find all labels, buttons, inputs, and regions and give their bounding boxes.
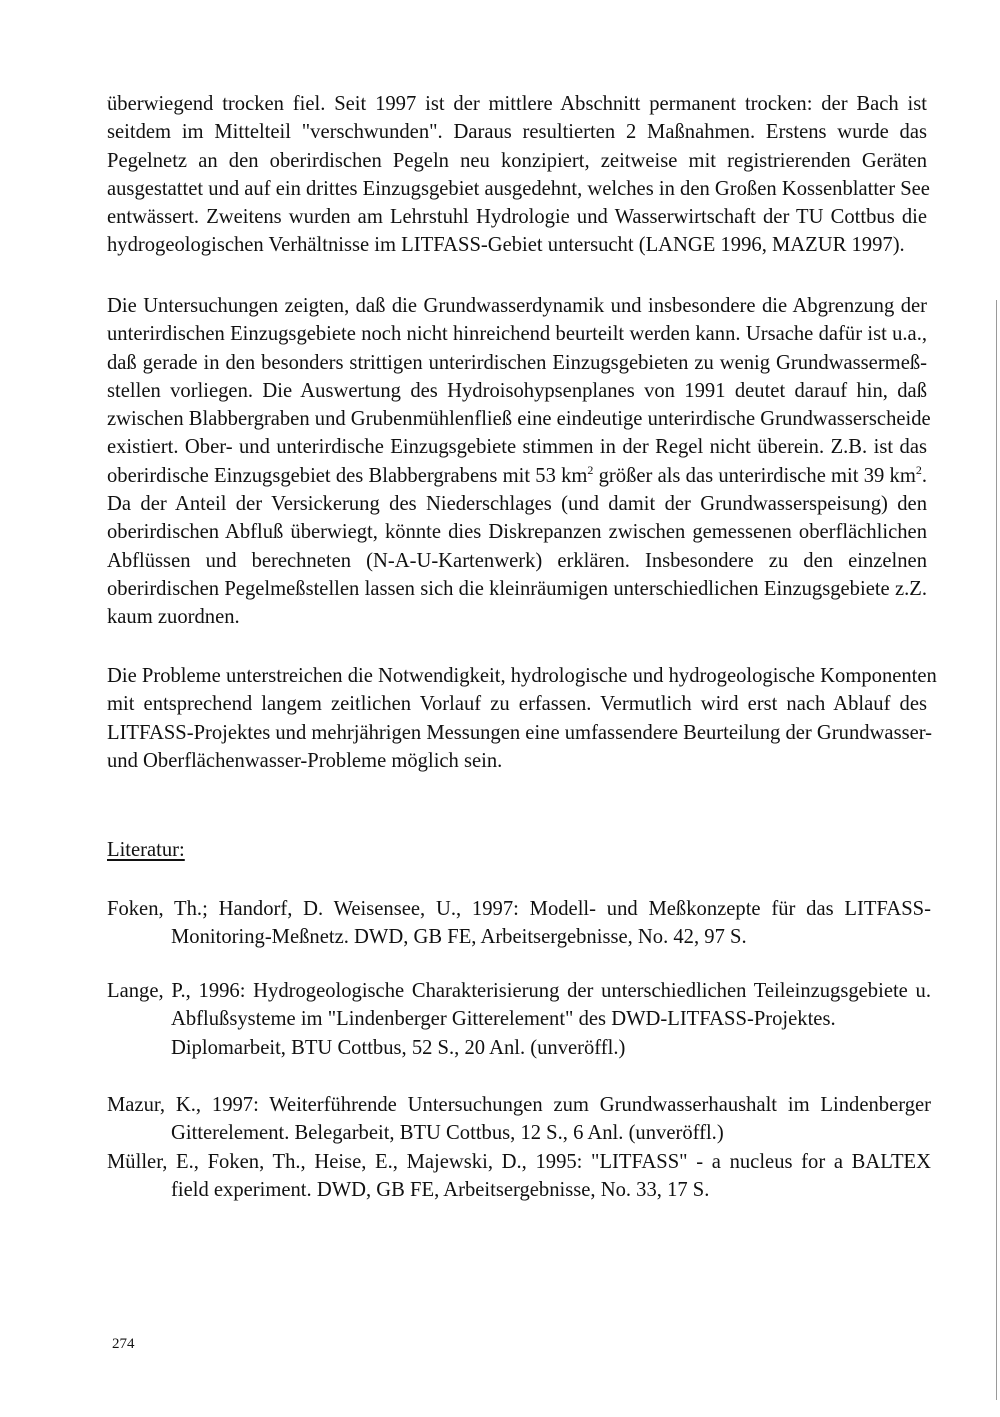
reference-line: Mazur, K., 1997: Weiterführende Untersuchungen zum Grundwasserhaushalt im Lindenberger [107, 1094, 931, 1116]
reference-line: Abflußsysteme im "Lindenberger Gitterelement" des DWD-LITFASS-Projektes. [171, 1008, 836, 1031]
text-line: und Oberflächenwasser-Probleme möglich sein. [107, 749, 503, 772]
reference-line: field experiment. DWD, GB FE, Arbeitsergebnisse, No. 33, 17 S. [171, 1179, 710, 1202]
scan-edge-line [996, 300, 997, 1400]
text-line: hydrogeologischen Verhältnisse im LITFASS-Gebiet untersucht (LANGE 1996, MAZUR 1997). [107, 234, 905, 257]
text-line-with-superscript [107, 462, 927, 490]
text-line: oberirdischen Abfluß überwiegt, könnte dies Diskrepanzen zwischen gemessenen oberflächlichen [107, 521, 927, 544]
text-line: stellen vorliegen. Die Auswertung des Hydroisohypsenplanes von 1991 deutet darauf hin, daß [107, 379, 927, 402]
text-line: Die Probleme unterstreichen die Notwendigkeit, hydrologische und hydrogeologische Komponenten [107, 665, 937, 687]
text-line: existiert. Ober- und unterirdische Einzugsgebiete stimmen in der Regel nicht überein. Z.B. ist das [107, 436, 927, 459]
reference-line: Monitoring-Meßnetz. DWD, GB FE, Arbeitsergebnisse, No. 42, 97 S. [171, 926, 747, 949]
literature-heading: Literatur: [107, 839, 185, 861]
reference-line: Müller, E., Foken, Th., Heise, E., Majewski, D., 1995: "LITFASS" - a nucleus for a BALTEX [107, 1151, 931, 1173]
text-line: Die Untersuchungen zeigten, daß die Grundwasserdynamik und insbesondere die Abgrenzung der [107, 295, 927, 317]
text-line: unterirdischen Einzugsgebiete noch nicht hinreichend beurteilt werden kann. Ursache dafür ist u.a., [107, 323, 927, 346]
text-line: seitdem im Mittelteil "verschwunden". Daraus resultierten 2 Maßnahmen. Erstens wurde das [107, 121, 927, 144]
reference-entry-foken [107, 895, 931, 952]
text-line: Abflüssen und berechneten (N-A-U-Kartenwerk) erklären. Insbesondere zu den einzelnen [107, 549, 927, 572]
reference-line: Diplomarbeit, BTU Cottbus, 52 S., 20 Anl. (unveröffl.) [171, 1036, 626, 1059]
text-line: LITFASS-Projektes und mehrjährigen Messungen eine umfassendere Beurteilung der Grundwasser- [107, 721, 933, 744]
text-line: Da der Anteil der Versickerung des Niederschlages (und damit der Grundwasserspeisung) den [107, 493, 927, 516]
reference-line: Gitterelement. Belegarbeit, BTU Cottbus, 12 S., 6 Anl. (unveröffl.) [171, 1122, 724, 1145]
text-line: kaum zuordnen. [107, 606, 240, 629]
body-paragraph-2 [107, 292, 931, 632]
text-line: daß gerade in den besonders strittigen unterirdischen Einzugsgebieten zu wenig Grundwassermeß- [107, 351, 927, 374]
text-line: Pegelnetz an den oberirdischen Pegeln neu konzipiert, zeitweise mit registrierenden Geräten [107, 149, 927, 172]
reference-entry-mazur [107, 1091, 931, 1148]
body-paragraph-1 [107, 90, 930, 260]
text-line: mit entsprechend langem zeitlichen Vorlauf zu erfassen. Vermutlich wird erst nach Ablauf des [107, 693, 927, 716]
text-line: überwiegend trocken fiel. Seit 1997 ist der mittlere Abschnitt permanent trocken: der Bach ist [107, 93, 927, 115]
page-number: 274 [112, 1336, 135, 1352]
superscript-2: 2 [587, 462, 594, 477]
text-line: oberirdischen Pegelmeßstellen lassen sich die kleinräumigen unterschiedlichen Einzugsgebiete z.Z. [107, 577, 927, 600]
text-line: ausgestattet und auf ein drittes Einzugsgebiet ausgedehnt, welches in den Großen Kossenblatter See [107, 177, 930, 200]
reference-entry-mueller [107, 1148, 931, 1205]
reference-line: Lange, P., 1996: Hydrogeologische Charakterisierung der unterschiedlichen Teileinzugsgebiete u. [107, 980, 931, 1002]
superscript-2: 2 [915, 462, 922, 477]
body-paragraph-3 [107, 662, 937, 775]
text-line: entwässert. Zweitens wurden am Lehrstuhl Hydrologie und Wasserwirtschaft der TU Cottbus die [107, 206, 927, 229]
reference-entry-lange [107, 977, 931, 1062]
superscript-line-text: oberirdische Einzugsgebiet des Blabbergrabens mit 53 $km^2$ größer als das unterirdische mit 39 $km^2$. [107, 462, 927, 487]
text-line: zwischen Blabbergraben und Grubenmühlenfließ eine eindeutige unterirdische Grundwasserscheide [107, 408, 931, 431]
reference-line: Foken, Th.; Handorf, D. Weisensee, U., 1997: Modell- und Meßkonzepte für das LITFASS- [107, 898, 931, 920]
